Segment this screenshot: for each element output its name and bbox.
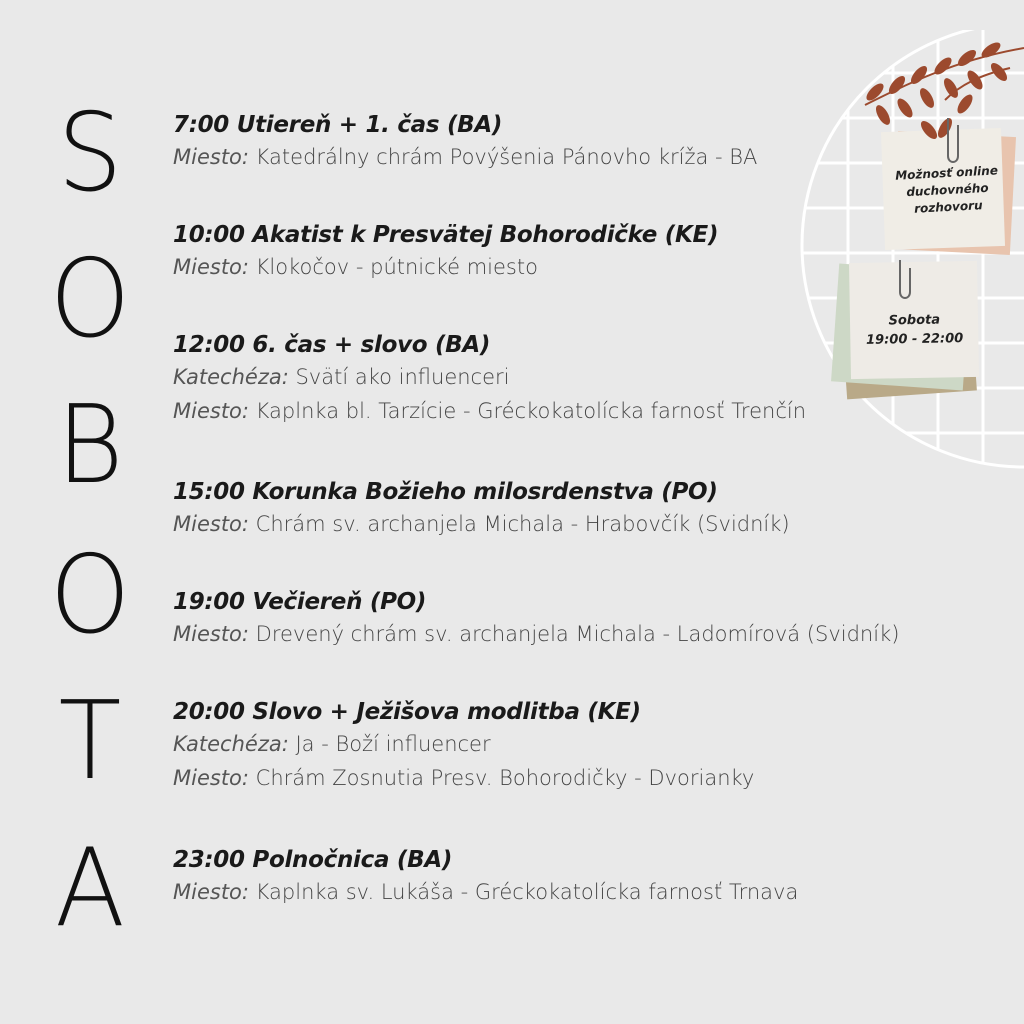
event-detail bbox=[173, 761, 993, 795]
detail-label: Miesto: bbox=[173, 399, 249, 423]
note-line: Možnosť online bbox=[894, 163, 999, 183]
event-detail bbox=[173, 507, 993, 541]
event-title: 23:00 Polnočnica (BA) bbox=[173, 847, 453, 873]
schedule-item bbox=[173, 845, 993, 909]
detail-text: Ja - Boží influencer bbox=[288, 732, 491, 756]
schedule-item bbox=[173, 587, 993, 651]
note-time bbox=[857, 310, 973, 350]
event-title: 15:00 Korunka Božieho milosrdenstva (PO) bbox=[173, 479, 718, 505]
title-letter: S bbox=[57, 91, 123, 216]
detail-text: Drevený chrám sv. archanjela Michala - Ladomírová (Svidník) bbox=[248, 622, 900, 646]
event-title: 7:00 Utiereň + 1. čas (BA) bbox=[173, 112, 503, 138]
detail-label: Miesto: bbox=[173, 622, 249, 646]
title-letter: T bbox=[58, 679, 122, 804]
detail-label: Miesto: bbox=[173, 255, 249, 279]
detail-text: Svätí ako influenceri bbox=[288, 365, 510, 389]
note-online bbox=[889, 162, 1007, 219]
title-letter: O bbox=[49, 533, 131, 658]
detail-label: Miesto: bbox=[173, 512, 249, 536]
event-detail bbox=[173, 617, 993, 651]
event-detail bbox=[173, 727, 993, 761]
detail-text: Kaplnka sv. Lukáša - Gréckokatolícka farnosť Trnava bbox=[248, 880, 799, 904]
detail-text: Chrám sv. archanjela Michala - Hrabovčík (Svidník) bbox=[248, 512, 790, 536]
title-letter: B bbox=[56, 383, 124, 508]
schedule-item bbox=[173, 697, 993, 795]
detail-label: Katechéza: bbox=[173, 365, 289, 389]
event-title: 20:00 Slovo + Ježišova modlitba (KE) bbox=[173, 699, 641, 725]
decoration bbox=[795, 30, 1024, 500]
note-line: Sobota bbox=[888, 312, 941, 329]
event-title: 10:00 Akatist k Presvätej Bohorodičke (KE) bbox=[173, 222, 719, 248]
detail-text: Chrám Zosnutia Presv. Bohorodičky - Dvorianky bbox=[248, 766, 755, 790]
detail-label: Miesto: bbox=[173, 145, 249, 169]
note-line: rozhovoru bbox=[913, 198, 983, 216]
paperclip-icon bbox=[795, 30, 1024, 500]
detail-label: Miesto: bbox=[173, 766, 249, 790]
event-title: 12:00 6. čas + slovo (BA) bbox=[173, 332, 491, 358]
event-detail bbox=[173, 875, 993, 909]
detail-label: Katechéza: bbox=[173, 732, 289, 756]
title-letter: O bbox=[49, 237, 131, 362]
detail-label: Miesto: bbox=[173, 880, 249, 904]
detail-text: Kaplnka bl. Tarzície - Gréckokatolícka farnosť Trenčín bbox=[248, 399, 807, 423]
detail-text: Klokočov - pútnické miesto bbox=[248, 255, 538, 279]
event-title: 19:00 Večiereň (PO) bbox=[173, 589, 427, 615]
note-line: duchovného bbox=[905, 180, 989, 200]
note-line: 19:00 - 22:00 bbox=[865, 331, 964, 348]
title-letter: A bbox=[54, 826, 126, 951]
detail-text: Katedrálny chrám Povýšenia Pánovho kríža - BA bbox=[248, 145, 758, 169]
